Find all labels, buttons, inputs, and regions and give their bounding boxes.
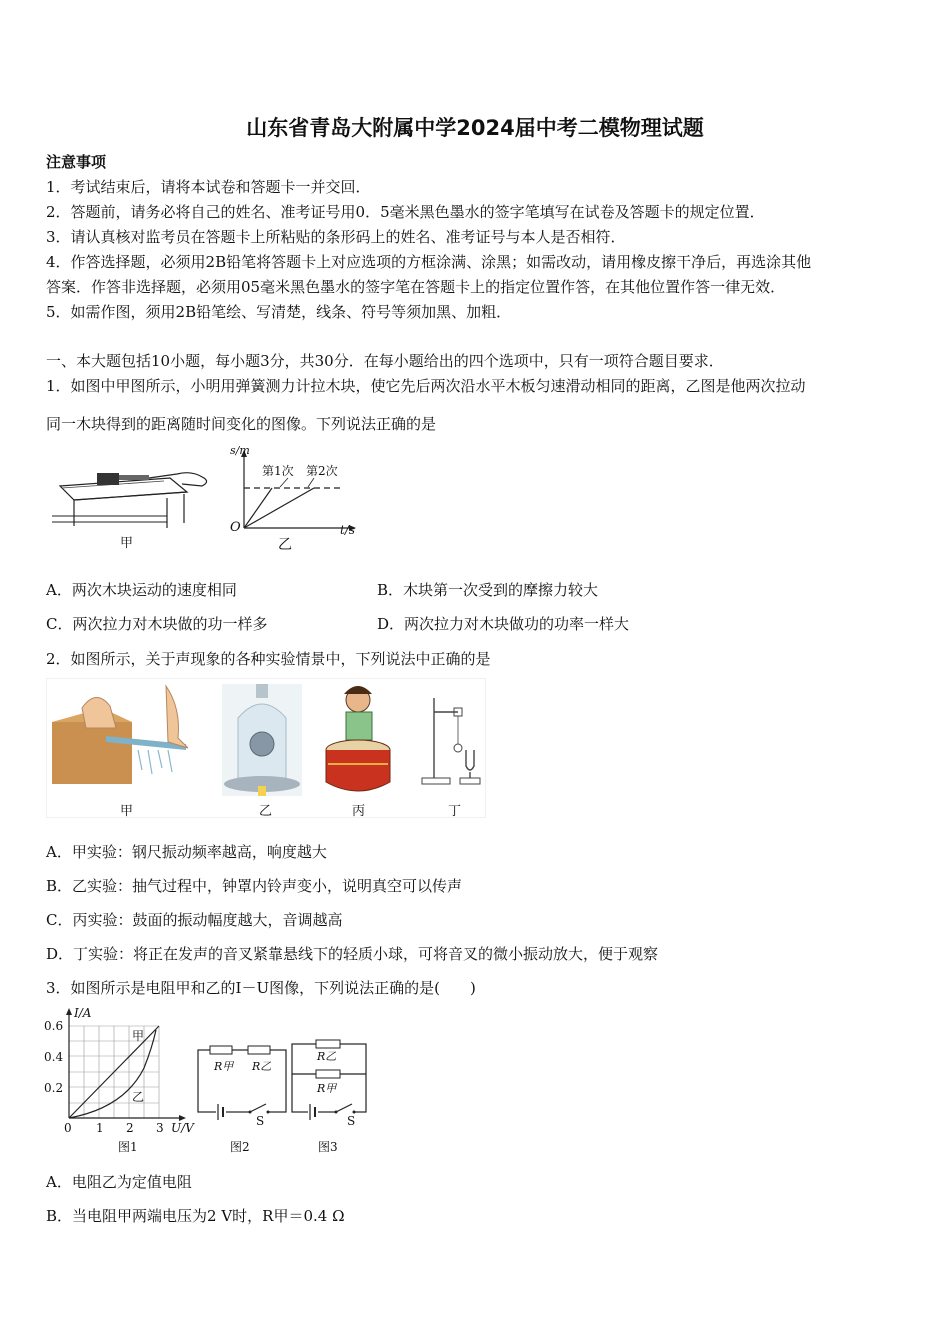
q2-caption-bing: 丙 xyxy=(352,804,366,819)
q3-option-a: A．电阻乙为定值电阻 xyxy=(46,1173,192,1191)
q1-caption-yi: 乙 xyxy=(278,537,292,553)
q2-caption-yi: 乙 xyxy=(259,804,273,819)
q3-fig2-r1: R甲 xyxy=(214,1060,234,1073)
q3-fig2-switch: S xyxy=(256,1114,265,1128)
q3-fig1-curve-jia: 甲 xyxy=(132,1029,145,1043)
q3-fig3-caption: 图3 xyxy=(318,1140,338,1154)
q3-fig3-r1: R乙 xyxy=(317,1050,337,1063)
notice-item: 答案．作答非选择题，必须用05毫米黑色墨水的签字笔在答题卡上的指定位置作答，在其他位置作答一律无效． xyxy=(46,278,786,296)
notice-item: 5．如需作图，须用2B铅笔绘、写清楚，线条、符号等须加黑、加粗． xyxy=(46,303,512,321)
question-3-stem: 3．如图所示是电阻甲和乙的I－U图像，下列说法正确的是( ) xyxy=(46,979,476,997)
q2-caption-ding: 丁 xyxy=(448,804,462,819)
q3-fig1-ytick: 0.2 xyxy=(44,1081,64,1095)
q1-graph-second: 第2次 xyxy=(306,464,338,478)
section-heading: 一、本大题包括10小题，每小题3分，共30分．在每小题给出的四个选项中，只有一项符合题目要求． xyxy=(46,352,724,370)
q2-option-d: D．丁实验：将正在发声的音叉紧靠悬线下的轻质小球，可将音叉的微小振动放大，便于观察 xyxy=(46,945,659,963)
q3-fig1-ytick: 0.6 xyxy=(44,1019,64,1033)
notice-item: 2．答题前，请务必将自己的姓名、准考证号用0．5毫米黑色墨水的签字笔填写在试卷及答题卡的规定位置． xyxy=(46,203,765,221)
q3-fig2-caption: 图2 xyxy=(230,1140,250,1154)
q1-option-d: D．两次拉力对木块做功的功率一样大 xyxy=(377,615,630,633)
q1-graph-first: 第1次 xyxy=(262,464,294,478)
q3-fig1-xtick: 3 xyxy=(156,1121,164,1135)
q3-fig1-ytick: 0.4 xyxy=(44,1050,64,1064)
q2-caption-jia: 甲 xyxy=(120,804,134,819)
q1-caption-jia: 甲 xyxy=(120,536,134,551)
q1-option-a: A．两次木块运动的速度相同 xyxy=(46,581,237,599)
q1-graph-ylabel: s/m xyxy=(230,444,250,457)
q3-fig1-curve-yi: 乙 xyxy=(132,1090,145,1104)
q2-option-b: B．乙实验：抽气过程中，钟罩内铃声变小，说明真空可以传声 xyxy=(46,877,463,895)
q3-fig1-xtick: 2 xyxy=(126,1121,134,1135)
notice-item: 4．作答选择题，必须用2B铅笔将答题卡上对应选项的方框涂满、涂黑；如需改动，请用橡皮擦干净后，再选涂其他 xyxy=(46,253,812,271)
q1-option-c: C．两次拉力对木块做的功一样多 xyxy=(46,615,268,633)
page-title: 山东省青岛大附属中学2024届中考二模物理试题 xyxy=(246,116,704,140)
notice-item: 1．考试结束后，请将本试卷和答题卡一并交回． xyxy=(46,178,371,196)
q1-graph-xlabel: t/s xyxy=(340,523,356,537)
question-2-stem: 2．如图所示，关于声现象的各种实验情景中，下列说法中正确的是 xyxy=(46,650,491,668)
q3-figure-2 xyxy=(196,1040,290,1126)
question-1-stem-cont: 同一木块得到的距离随时间变化的图像。下列说法正确的是 xyxy=(46,415,437,433)
q3-fig3-switch: S xyxy=(347,1114,356,1128)
q3-option-b: B．当电阻甲两端电压为2 V时，R甲＝0.4 Ω xyxy=(46,1207,345,1225)
q3-fig2-r2: R乙 xyxy=(252,1060,272,1073)
q2-option-c: C．丙实验：鼓面的振动幅度越大，音调越高 xyxy=(46,911,343,929)
q3-fig1-xtick: 0 xyxy=(64,1121,72,1135)
q2-figure-strip xyxy=(46,678,486,818)
q1-figure-jia xyxy=(52,448,222,556)
notice-item: 3．请认真核对监考员在答题卡上所粘贴的条形码上的姓名、准考证号与本人是否相符． xyxy=(46,228,626,246)
q3-fig1-xlabel: U/V xyxy=(171,1121,194,1135)
q3-fig1-caption: 图1 xyxy=(118,1140,138,1154)
q3-fig1-xtick: 1 xyxy=(96,1121,104,1135)
question-1-stem: 1．如图中甲图所示，小明用弹簧测力计拉木块，使它先后两次沿水平木板匀速滑动相同的距离，乙图是他两次拉动 xyxy=(46,377,806,395)
q3-fig3-r2: R甲 xyxy=(317,1082,337,1095)
q3-fig1-ylabel: I/A xyxy=(74,1006,92,1020)
q2-option-a: A．甲实验：钢尺振动频率越高，响度越大 xyxy=(46,843,327,861)
notice-heading: 注意事项 xyxy=(46,153,107,171)
q3-figure-1 xyxy=(44,1008,194,1138)
q1-option-b: B．木块第一次受到的摩擦力较大 xyxy=(377,581,599,599)
q1-graph-origin: O xyxy=(230,520,241,535)
